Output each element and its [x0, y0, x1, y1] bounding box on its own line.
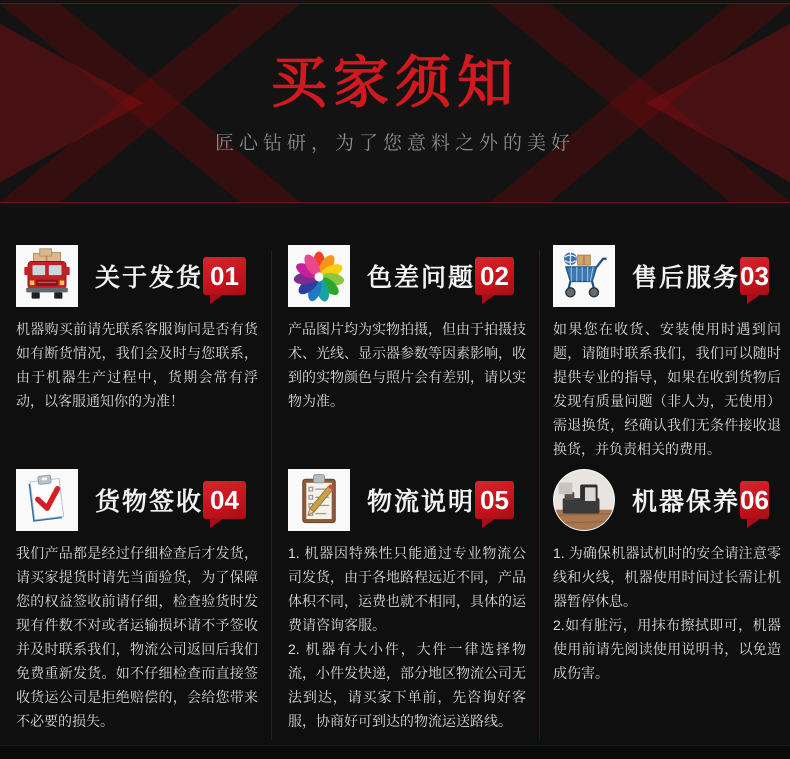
- section-number-badge: 02: [475, 257, 514, 295]
- header-bottom-rule: [0, 202, 790, 203]
- machine-photo-icon: [553, 469, 615, 531]
- truck-icon: [16, 245, 78, 307]
- clipboard-check-icon: [16, 469, 78, 531]
- section-title: 售后服务: [632, 264, 741, 292]
- section-number-badge: 06: [740, 481, 769, 519]
- section-after-sales: [553, 244, 781, 461]
- section-paragraph: 我们产品都是经过仔细检查后才发货，请买家提货时请先当面验货，为了保障您的权益签收前请仔细，检查验货时发现有件数不对或者运输损坏请不予签收并及时联系我们，物流公司返回后我们免费重新发货。如不仔细检查而直接签收货运公司是拒绝赔偿的，会给您带来不必要的损失。: [16, 545, 258, 729]
- section-paragraph: 机器购买前请先联系客服询问是否有货如有断货情况，我们会及时与您联系，由于机器生产过程中，货期会常有浮动，以客服通知你的为准！: [16, 321, 258, 409]
- column-divider: [539, 250, 540, 740]
- section-title: 色差问题: [367, 264, 476, 292]
- clipboard-pencil-icon: [288, 469, 350, 531]
- column-divider: [271, 250, 272, 740]
- footer-strip: [0, 745, 790, 759]
- section-paragraph: 2. 机器有大小件，大件一律选择物流，小件发快递，部分地区物流公司无法到达，请买家下单前，先咨询好客服，协商好可到达的物流运送路线。: [288, 641, 526, 729]
- page-title: 买家须知: [271, 51, 519, 114]
- section-title: 机器保养: [632, 488, 741, 516]
- section-paragraph: 1. 为确保机器试机时的安全请注意零线和火线，机器使用时间过长需让机器暂停休息。: [553, 545, 781, 609]
- shopping-cart-icon: [553, 245, 615, 307]
- section-number-badge: 05: [475, 481, 514, 519]
- section-machine-maintenance: [553, 468, 781, 685]
- section-color-difference: [288, 244, 526, 413]
- section-number-badge: 03: [740, 257, 769, 295]
- section-paragraph: 1. 机器因特殊性只能通过专业物流公司发货，由于各地路程远近不同，产品体积不同，运费也就不相同，具体的运费请咨询客服。: [288, 545, 526, 633]
- section-title: 关于发货: [95, 264, 204, 292]
- section-title: 货物签收: [95, 488, 204, 516]
- section-number-badge: 04: [203, 481, 246, 519]
- section-title: 物流说明: [367, 488, 476, 516]
- section-shipping: [16, 244, 258, 413]
- section-paragraph: 产品图片均为实物拍摄，但由于拍摄技术、光线、显示器参数等因素影响，收到的实物颜色与照片会有差别，请以实物为准。: [288, 321, 526, 409]
- section-paragraph: 2.如有脏污，用抹布擦拭即可，机器使用前请先阅读使用说明书，以免造成伤害。: [553, 617, 781, 681]
- section-number-badge: 01: [203, 257, 246, 295]
- section-goods-receipt: [16, 468, 258, 733]
- page-subtitle: 匠心钻研，为了您意料之外的美好: [214, 132, 575, 154]
- header-banner: [0, 0, 790, 207]
- section-paragraph: 如果您在收货、安装使用时遇到问题，请随时联系我们，我们可以随时提供专业的指导，如果在收到货物后发现有质量问题（非人为，无使用）需退换货，经确认我们无条件接收退换货，并负责相关的费用。: [553, 321, 781, 457]
- color-wheel-icon: [288, 245, 350, 307]
- section-logistics: [288, 468, 526, 733]
